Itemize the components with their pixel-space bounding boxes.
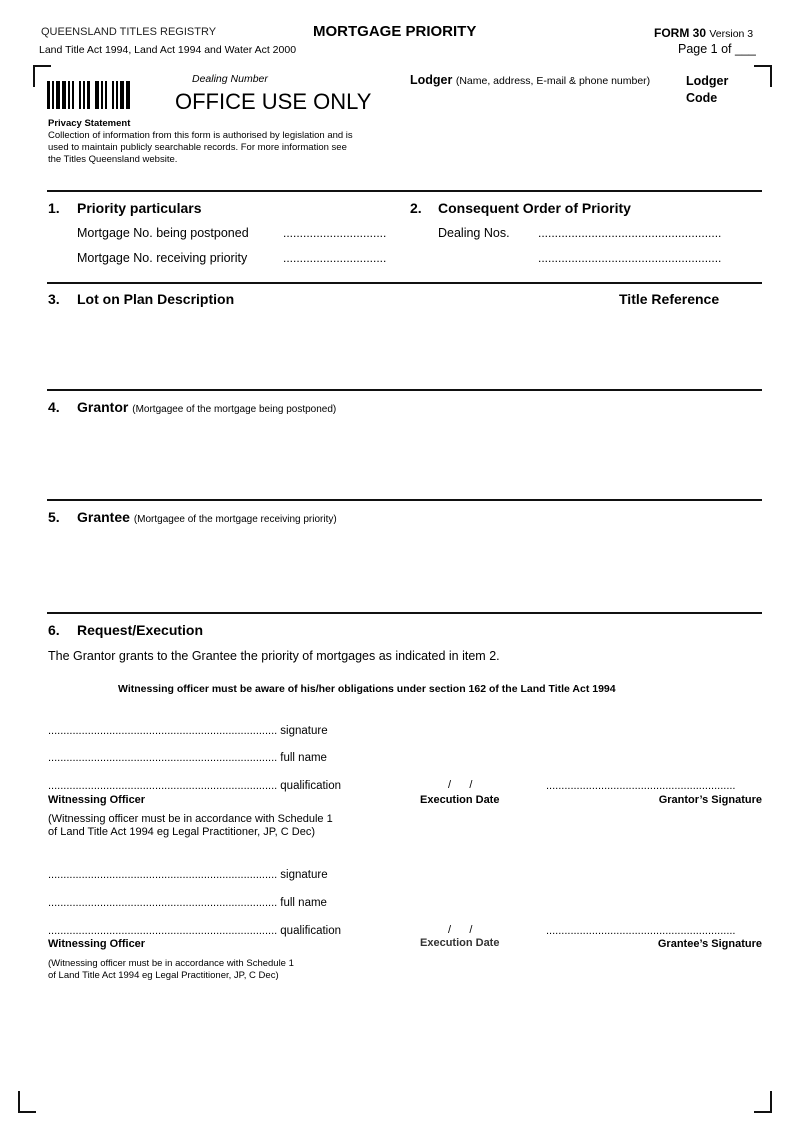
witness-note-line2: of Land Title Act 1994 eg Legal Practitioner, JP, C Dec): [48, 826, 316, 838]
section-6-number: 6.: [48, 622, 60, 638]
section-1-title: Priority particulars: [77, 200, 202, 216]
mortgage-postponed-field[interactable]: ...............................: [283, 226, 387, 240]
execution-date-label: Execution Date: [420, 937, 500, 949]
divider: [47, 190, 762, 192]
qualification-label: qualification: [280, 925, 342, 937]
grantor-witness-signature-line[interactable]: [48, 725, 328, 737]
dealing-number-label: Dealing Number: [192, 73, 268, 85]
privacy-statement: [48, 118, 353, 166]
grant-statement: The Grantor grants to the Grantee the priority of mortgages as indicated in item 2.: [48, 649, 500, 663]
page-number[interactable]: Page 1 of ___: [678, 42, 756, 56]
divider: [47, 612, 762, 614]
privacy-text-line1: Collection of information from this form is authorised by legislation and is: [48, 130, 353, 141]
grantor-signature-label: Grantor’s Signature: [658, 794, 762, 806]
grantee-witness-qualification-line[interactable]: [48, 925, 341, 937]
section-2-title: Consequent Order of Priority: [438, 200, 631, 216]
dots: ...........................................................................: [48, 897, 278, 909]
lodger-code-label: [686, 73, 728, 107]
full-name-label: full name: [280, 752, 327, 764]
section-5-number: 5.: [48, 509, 60, 525]
mortgage-receiving-label: Mortgage No. receiving priority: [77, 251, 248, 265]
dots: ...........................................................................: [48, 725, 278, 737]
section-2-number: 2.: [410, 200, 422, 216]
witness-warning: Witnessing officer must be aware of his/her obligations under section 162 of the Land Title Act 1994: [118, 683, 616, 695]
office-use-only: OFFICE USE ONLY: [175, 89, 372, 114]
lodger-title: Lodger: [410, 73, 453, 87]
lodger-hint: (Name, address, E-mail & phone number): [455, 75, 651, 87]
grantee-signature-line[interactable]: ..............................................................: [546, 925, 736, 937]
governing-acts: Land Title Act 1994, Land Act 1994 and Water Act 2000: [39, 44, 297, 56]
grantee-witness-signature-line[interactable]: [48, 869, 328, 881]
form-title: MORTGAGE PRIORITY: [313, 23, 477, 40]
lodger-code-line2: Code: [686, 91, 718, 105]
mortgage-receiving-field[interactable]: ...............................: [283, 251, 387, 265]
section-5-title: Grantee: [77, 509, 130, 525]
lodger-code-line1: Lodger: [686, 74, 729, 88]
divider: [47, 499, 762, 501]
grantor-witness-full-name-line[interactable]: [48, 752, 327, 764]
witness-note: [48, 958, 294, 982]
section-4-hint: (Mortgagee of the mortgage being postponed): [132, 404, 337, 415]
grantor-signature-line[interactable]: ..............................................................: [546, 780, 736, 792]
dealing-nos-field-2[interactable]: .......................................................: [538, 251, 722, 265]
lodger-label: [410, 73, 650, 87]
dealing-nos-field-1[interactable]: .......................................................: [538, 226, 722, 240]
form-number: FORM 30: [654, 26, 707, 40]
divider: [47, 282, 762, 284]
lot-on-plan-field[interactable]: [77, 312, 597, 382]
privacy-text-line3: the Titles Queensland website.: [48, 154, 178, 165]
witness-note: [48, 813, 333, 839]
section-4-heading: [77, 399, 336, 415]
section-4-title: Grantor: [77, 399, 129, 415]
form-id: [654, 26, 753, 40]
grantee-witness-full-name-line[interactable]: [48, 897, 327, 909]
barcode-icon: [47, 81, 132, 109]
section-5-heading: [77, 509, 337, 525]
dots: ...........................................................................: [48, 925, 278, 937]
dots: ...........................................................................: [48, 780, 278, 792]
grantee-signature-label: Grantee’s Signature: [657, 938, 762, 950]
signature-label: signature: [280, 725, 328, 737]
grantee-execution-date-field[interactable]: / /: [448, 924, 473, 936]
privacy-title: Privacy Statement: [48, 118, 131, 129]
divider: [47, 389, 762, 391]
full-name-label: full name: [280, 897, 327, 909]
witness-note-line1: (Witnessing officer must be in accordance with Schedule 1: [48, 813, 333, 825]
title-reference-label: Title Reference: [619, 291, 720, 307]
grantor-field[interactable]: [77, 420, 757, 490]
execution-date-label: Execution Date: [420, 794, 500, 806]
section-6-title: Request/Execution: [77, 622, 204, 638]
section-5-hint: (Mortgagee of the mortgage receiving priority): [133, 514, 337, 525]
mortgage-postponed-label: Mortgage No. being postponed: [77, 226, 249, 240]
witness-note-line1: (Witnessing officer must be in accordance with Schedule 1: [48, 958, 294, 969]
witnessing-officer-label: Witnessing Officer: [48, 794, 146, 806]
qualification-label: qualification: [280, 780, 342, 792]
privacy-text-line2: used to maintain publicly searchable records. For more information see: [48, 142, 347, 153]
witnessing-officer-label: Witnessing Officer: [48, 938, 146, 950]
title-reference-field[interactable]: [610, 312, 760, 382]
dots: ...........................................................................: [48, 869, 278, 881]
dealing-nos-label: Dealing Nos.: [438, 226, 510, 240]
section-4-number: 4.: [48, 399, 60, 415]
grantee-field[interactable]: [77, 530, 757, 605]
grantor-execution-date-field[interactable]: / /: [448, 779, 473, 791]
section-3-number: 3.: [48, 291, 60, 307]
section-1-number: 1.: [48, 200, 60, 216]
registry-name: QUEENSLAND TITLES REGISTRY: [41, 26, 217, 38]
corner-mark-top-right: [754, 65, 772, 87]
witness-note-line2: of Land Title Act 1994 eg Legal Practitioner, JP, C Dec): [48, 970, 279, 981]
section-3-title: Lot on Plan Description: [77, 291, 235, 307]
grantor-witness-qualification-line[interactable]: [48, 780, 341, 792]
dots: ...........................................................................: [48, 752, 278, 764]
corner-mark-bottom-right: [754, 1091, 772, 1113]
signature-label: signature: [280, 869, 328, 881]
form-version: Version 3: [709, 28, 754, 40]
corner-mark-bottom-left: [18, 1091, 36, 1113]
